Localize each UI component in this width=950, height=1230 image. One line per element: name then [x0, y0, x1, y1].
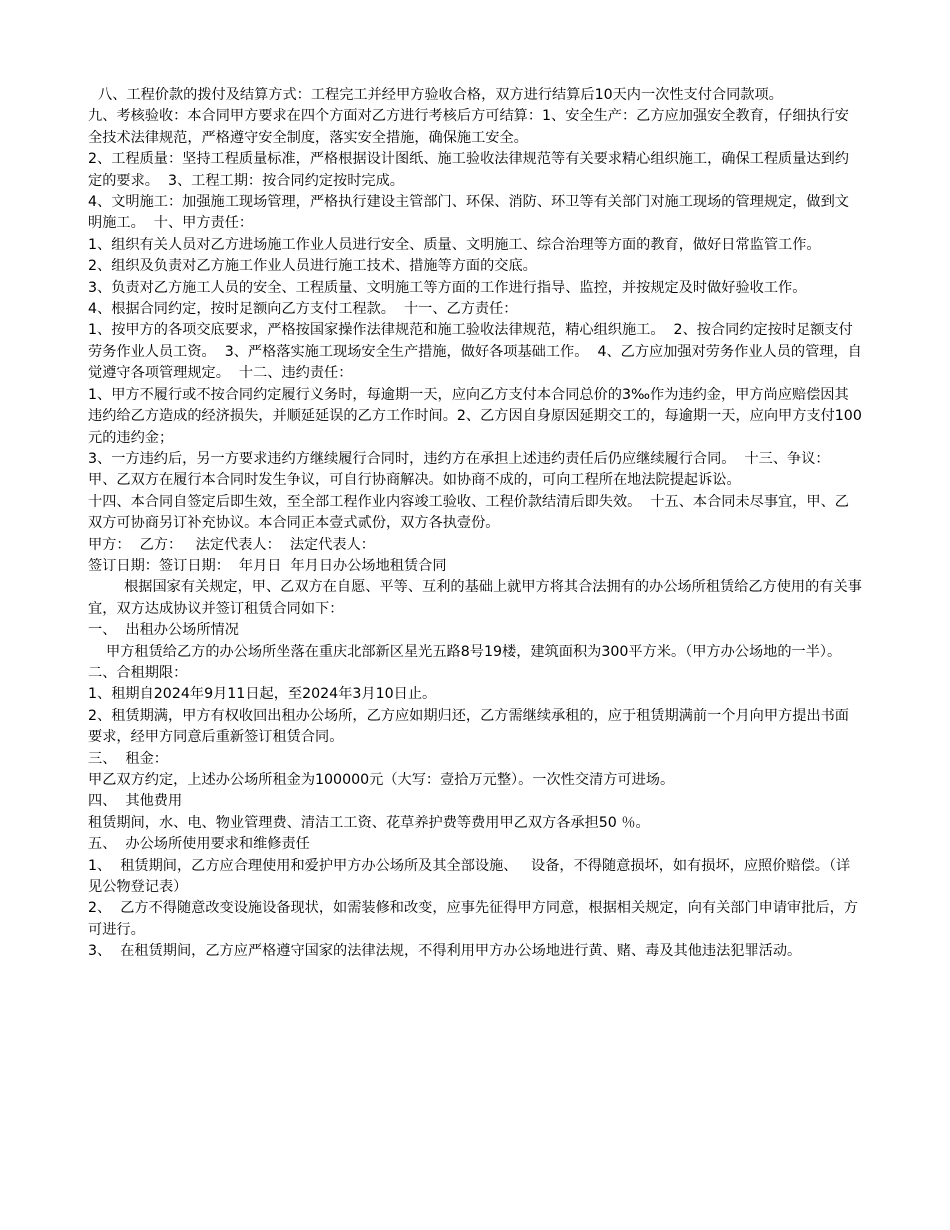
paragraph-breach-2: 3、一方违约后，另一方要求违约方继续履行合同时，违约方在承担上述违约责任后仍应继续履行合同。 十三、争议：: [88, 450, 830, 467]
heading-premises: 一、 出租办公场所情况: [88, 622, 239, 639]
paragraph-premises-location: 甲方租赁给乙方的办公场所坐落在重庆北部新区星光五路8号19楼，建筑面积为300平方米。（甲方办公场地的一半）。: [88, 643, 842, 660]
paragraph-signatories: 甲方： 乙方： 法定代表人： 法定代表人：: [88, 536, 375, 553]
heading-rent: 三、 租金：: [88, 750, 168, 767]
paragraph-quality-schedule: 2、工程质量：坚持工程质量标准，严格根据设计图纸、施工验收法律规范等有关要求精心组织施工，确保工程质量达到约定的要求。 3、工程工期：按合同约定按时完成。: [88, 151, 849, 189]
paragraph-lease-preamble: 根据国家有关规定，甲、乙双方在自愿、平等、互利的基础上就甲方将其合法拥有的办公场所租赁给乙方使用的有关事宜，双方达成协议并签订租赁合同如下：: [88, 579, 862, 617]
paragraph-party-a-duty-3: 3、负责对乙方施工人员的安全、工程质量、文明施工等方面的工作进行指导、监控，并按规定及时做好验收工作。: [88, 279, 807, 296]
paragraph-signing-date: 签订日期：签订日期： 年月日 年月日办公场地租赁合同: [88, 557, 447, 574]
paragraph-payment-terms: 八、工程价款的拨付及结算方式：工程完工并经甲方验收合格，双方进行结算后10天内一次性支付合同款项。: [98, 87, 783, 103]
heading-usage-maintenance: 五、 办公场所使用要求和维修责任: [88, 836, 310, 853]
paragraph-party-b-duties: 1、按甲方的各项交底要求，严格按国家操作法律规范和施工验收法律规范，精心组织施工。 2、按合同约定按时足额支付劳务作业人员工资。 3、严格落实施工现场安全生产措施，做好各项基础工作。 4、乙方应加强对劳务作业人员的管理，自觉遵守各项管理规定。 十二、违约责任：: [88, 322, 862, 382]
paragraph-dispute: 甲、乙双方在履行本合同时发生争议，可自行协商解决。如协商不成的，可向工程所在地法院提起诉讼。: [88, 472, 741, 489]
heading-lease-term: 二、合租期限：: [88, 664, 188, 681]
paragraph-lease-term-2: 2、租赁期满，甲方有权收回出租办公场所，乙方应如期归还，乙方需继续承租的，应于租赁期满前一个月向甲方提出书面要求，经甲方同意后重新签订租赁合同。: [88, 707, 849, 746]
paragraph-party-a-duty-1: 1、组织有关人员对乙方进场施工作业人员进行安全、质量、文明施工、综合治理等方面的教育，做好日常监管工作。: [88, 236, 821, 253]
paragraph-usage-3: 3、 在租赁期间，乙方应严格遵守国家的法律法规，不得利用甲方办公场地进行黄、赌、毒及其他违法犯罪活动。: [88, 943, 802, 960]
paragraph-usage-1: 1、 租赁期间，乙方应合理使用和爱护甲方办公场所及其全部设施、 设备，不得随意损坏，如有损坏，应照价赔偿。（详见公物登记表）: [88, 857, 851, 896]
paragraph-other-fees: 租赁期间，水、电、物业管理费、清洁工工资、花草养护费等费用甲乙双方各承担50 ％。: [88, 814, 650, 831]
paragraph-lease-term-1: 1、租期自2024年9月11日起，至2024年3月10日止。: [88, 686, 437, 703]
paragraph-usage-2: 2、 乙方不得随意改变设施设备现状，如需装修和改变，应事先征得甲方同意，根据相关规定，向有关部门申请审批后，方可进行。: [88, 900, 858, 938]
paragraph-breach-1: 1、甲方不履行或不按合同约定履行义务时，每逾期一天，应向乙方支付本合同总价的3‰作为违约金，甲方尚应赔偿因其违约给乙方造成的经济损失，并顺延延误的乙方工作时间。2、乙方因自身原因延期交工的，每逾期一天，应向甲方支付100元的违约金；: [88, 386, 862, 446]
paragraph-rent-amount: 甲乙双方约定，上述办公场所租金为100000元（大写：壹拾万元整）。一次性交清方可进场。: [88, 772, 675, 788]
paragraph-party-a-duty-4: 4、根据合同约定，按时足额向乙方支付工程款。 十一、乙方责任：: [88, 301, 518, 318]
heading-other-fees: 四、 其他费用: [88, 793, 183, 810]
paragraph-party-a-duty-2: 2、组织及负责对乙方施工作业人员进行施工技术、措施等方面的交底。: [88, 258, 537, 275]
paragraph-civilized-construction: 4、文明施工：加强施工现场管理，严格执行建设主管部门、环保、消防、环卫等有关部门对施工现场的管理规定，做到文明施工。 十、甲方责任：: [88, 194, 849, 232]
paragraph-effectiveness: 十四、本合同自签定后即生效，至全部工程作业内容竣工验收、工程价款结清后即失效。 十五、本合同未尽事宜，甲、乙双方可协商另订补充协议。本合同正本壹式贰份，双方各执壹份。: [88, 493, 849, 532]
paragraph-acceptance: 九、考核验收：本合同甲方要求在四个方面对乙方进行考核后方可结算：1、安全生产：乙方应加强安全教育，仔细执行安全技术法律规范，严格遵守安全制度，落实安全措施，确保施工安全。: [88, 108, 849, 146]
